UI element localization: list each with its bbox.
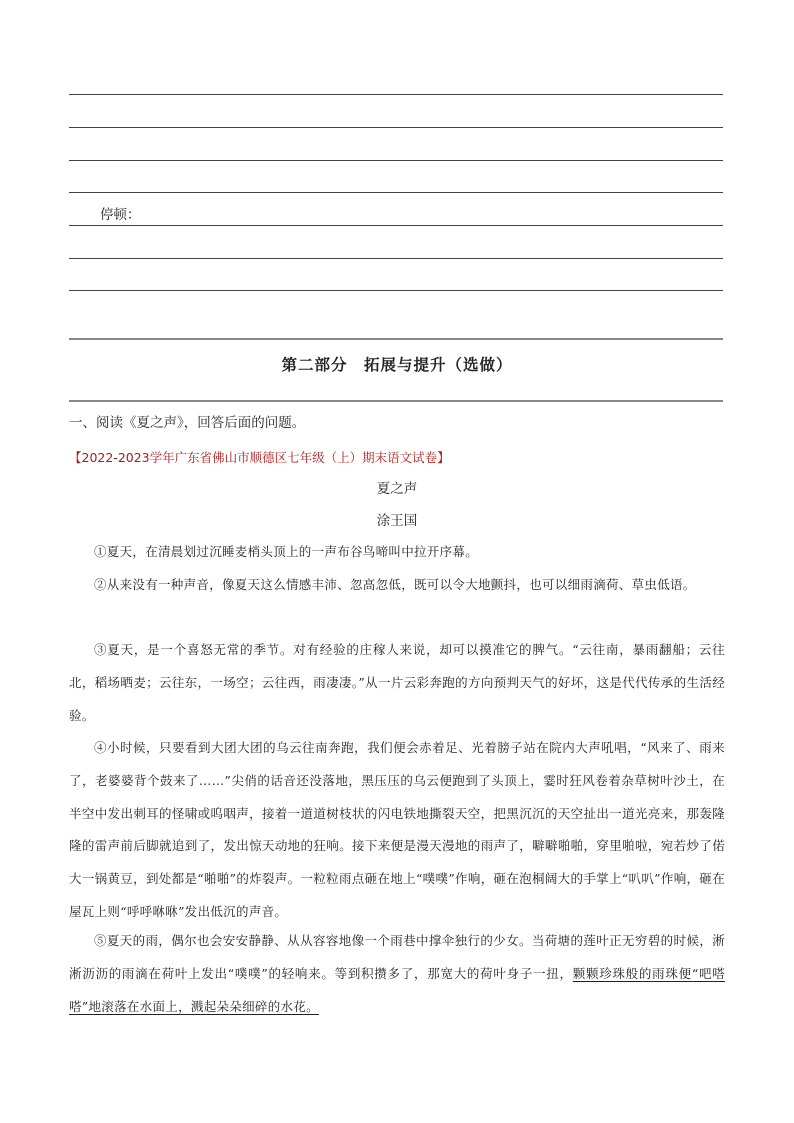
paragraph-5-text: ⑤夏天的雨，偶尔也会安安静静、从从容容地像一个雨巷中撑伞独行的少女。当荷塘的莲叶正无穷碧的时候，淅淅沥沥的雨滴在荷叶上发出“噗噗”的轻响来。等到积攒多了，那宽大的荷叶身子一扭， <box>69 933 725 981</box>
section-title: 第二部分 拓展与提升（选做） <box>281 356 513 374</box>
question-heading: 一、阅读《夏之声》，回答后面的问题。 <box>69 415 306 431</box>
paragraph-3: ③夏天，是一个喜怒无常的季节。对有经验的庄稼人来说，却可以摸准它的脾气。“云往南，暴雨翻船；云往北，稻场晒麦；云往东，一场空；云往西，雨凄凄。”从一片云彩奔跑的方向预判天气的好坏，这是代代传承的生活经验。 <box>69 642 725 723</box>
answer-line <box>69 225 723 226</box>
answer-line <box>69 192 723 193</box>
answer-line <box>69 94 723 95</box>
essay-title: 夏之声 <box>376 481 418 497</box>
paragraph-4: ④小时候，只要看到大团大团的乌云往南奔跑，我们便会赤着足、光着膀子站在院内大声吼唱，“风来了、雨来了，老婆婆背个鼓来了……”尖俏的话音还没落地，黑压压的乌云便跑到了头顶上，霎时狂风卷着杂草树叶沙土，在半空中发出刺耳的怪啸或呜咽声，接着一道道树枝状的闪电铁地撕裂天空，把黑沉沉的天空扯出一道光亮来，那轰隆隆的雷声前后脚就追到了，发出惊天动地的狂响。接下来便是漫天漫地的雨声了，噼噼啪啪，穿里啪啦，宛若炒了偌大一锅黄豆，到处都是“啪啪”的炸裂声。一粒粒雨点砸在地上“噗噗”作响，砸在泡桐阔大的手掌上“叭叭”作响，砸在屋瓦上则“呼呼咻咻”发出低沉的声音。 <box>69 740 725 919</box>
paragraph-5 <box>69 925 725 1023</box>
section-divider-bottom <box>69 400 723 402</box>
paragraph-2: ②从来没有一种声音，像夏天这么情感丰沛、忽高忽低，既可以令大地颤抖，也可以细雨滴荷、草虫低语。 <box>94 577 696 592</box>
paragraph-1: ①夏天，在清晨划过沉睡麦梢头顶上的一声布谷鸟啼叫中拉开序幕。 <box>94 544 479 559</box>
pause-label: 停顿： <box>100 207 141 223</box>
source-citation: 【2022-2023学年广东省佛山市顺德区七年级（上）期末语文试卷】 <box>69 450 450 465</box>
answer-line <box>69 290 723 291</box>
section-divider-top <box>69 338 723 340</box>
answer-line <box>69 127 723 128</box>
essay-author: 涂王国 <box>376 513 418 529</box>
underlined-sentence: 颗颗珍珠般的雨珠便“吧嗒嗒”地滚落在水面上，溅起朵朵细碎的水花。 <box>69 965 725 1014</box>
answer-line <box>69 160 723 161</box>
answer-line <box>69 258 723 259</box>
